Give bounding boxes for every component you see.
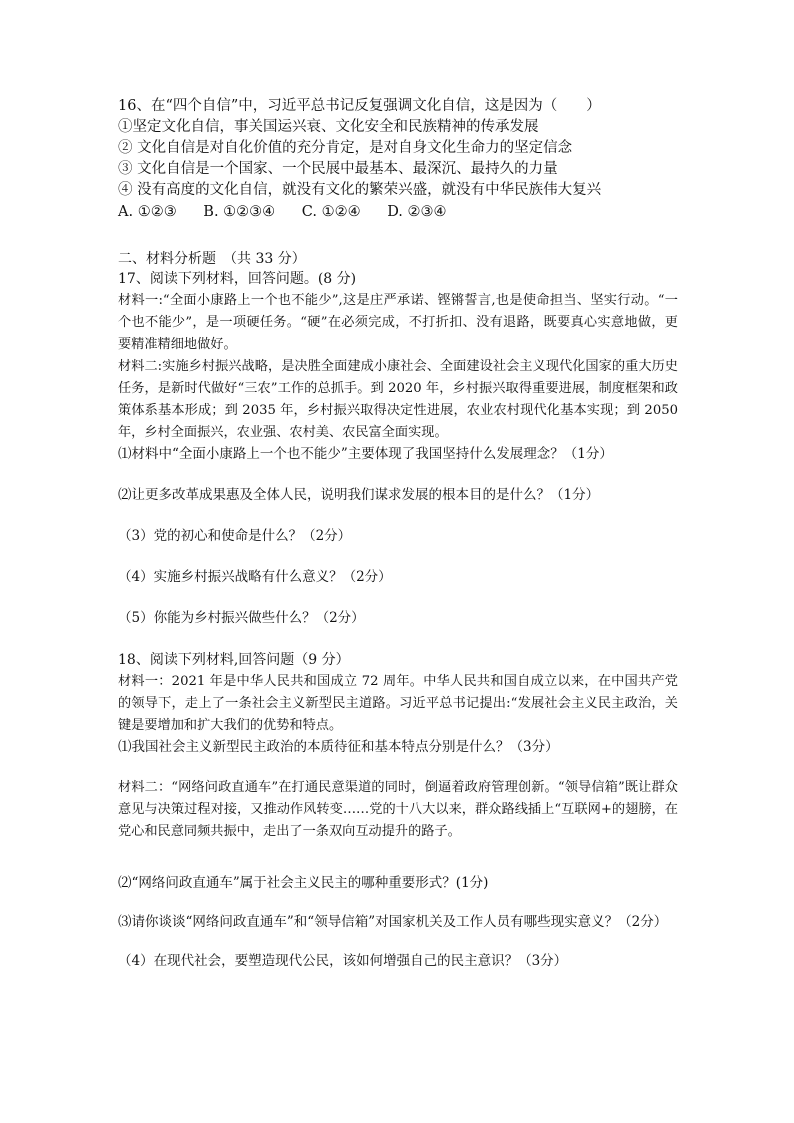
q17-subquestion-3: （3）党的初心和使命是什么？（2分） [118,528,352,544]
q16-stem: 16、在“四个自信”中，习近平总书记反复强调文化自信，这是因为（ ） [118,98,601,114]
question-18 [118,650,678,971]
section-2-title: 二、材料分析题 （共 33 分） [118,251,306,267]
q17-subquestion-4: （4）实施乡村振兴战略有什么意义？（2分） [118,569,392,585]
q17-subquestion-5: （5）你能为乡村振兴做些什么？（2分） [118,610,365,626]
exam-page [118,96,678,971]
q17-subquestion-2: ⑵让更多改革成果惠及全体人民，说明我们谋求发展的根本目的是什么？（1分） [118,487,600,503]
question-16 [118,96,678,223]
q16-statement-4: ④ 没有高度的文化自信，就没有文化的繁荣兴盛，就没有中华民族伟大复兴 [118,182,602,198]
q16-statement-1: ①坚定文化自信，事关国运兴衰、文化安全和民族精神的传承发展 [118,119,539,135]
q18-title: 18、阅读下列材料,回答问题（9 分） [118,652,350,668]
q17-material-1: 材料一:“全面小康路上一个也不能少”,这是庄严承诺、铿锵誓言,也是使命担当、坚实行动。“一个也不能少”，是一项硬任务。“硬”在必须完成，不打折扣、没有退路，既要真心实意地做，更要精准精细地做好。 [118,293,678,352]
q17-subquestion-1: ⑴材料中“全面小康路上一个也不能少”主要体现了我国坚持什么发展理念？（1分） [118,446,613,462]
q16-statement-2: ② 文化自信是对自化价值的充分肯定，是对自身文化生命力的坚定信念 [118,140,573,156]
q18-material-2: 材料二：“网络问政直通车”在打通民意渠道的同时，倒逼着政府管理创新。“领导信箱”既让群众意见与决策过程对接，又推动作风转变……党的十八大以来，群众路线插上“互联网+的翅膀，在党心和民意同频共振中，走出了一条双向互动提升的路子。 [118,780,678,839]
q18-subquestion-4: （4）在现代社会，要塑造现代公民，该如何增强自己的民主意识？（3分） [118,953,568,969]
q16-options [118,202,678,223]
option-b: B. ①②③④ [203,204,276,220]
option-a: A. ①②③ [118,204,177,220]
q18-subquestion-1: ⑴我国社会主义新型民主政治的本质待征和基本特点分别是什么？（3分） [118,739,559,755]
q18-subquestion-3: ⑶请你谈谈“网络问政直通车”和“领导信箱”对国家机关及工作人员有哪些现实意义？（2分） [118,914,668,930]
option-d: D. ②③④ [387,204,447,220]
question-17 [118,269,678,628]
option-c: C. ①②④ [301,204,361,220]
q18-material-1: 材料一：2021 年是中华人民共和国成立 72 周年。中华人民共和国自成立以来，在中国共产党的领导下，走上了一条社会主义新型民主道路。习近平总书记提出:“发展社会主义民主政治，关键是要增加和扩大我们的优势和特点。 [118,674,678,733]
q18-subquestion-2: ⑵“网络问政直通车”属于社会主义民主的哪种重要形式？(1分) [118,875,489,891]
q17-material-2: 材料二:实施乡村振兴战略，是决胜全面建成小康社会、全面建设社会主义现代化国家的重大历史任务，是新时代做好“三农”工作的总抓手。到 2020 年，乡村振兴取得重要进展，制度框架和政策体系基本形成；到 2035 年，乡村振兴取得决定性进展，农业农村现代化基本实现；到 2050 年，乡村全面振兴，农业强、农村美、农民富全面实现。 [118,359,678,440]
q16-statement-3: ③ 文化自信是一个国家、一个民展中最基本、最深沉、最持久的力量 [118,161,558,177]
q17-title: 17、阅读下列材料，回答问题。(8 分) [118,271,357,287]
